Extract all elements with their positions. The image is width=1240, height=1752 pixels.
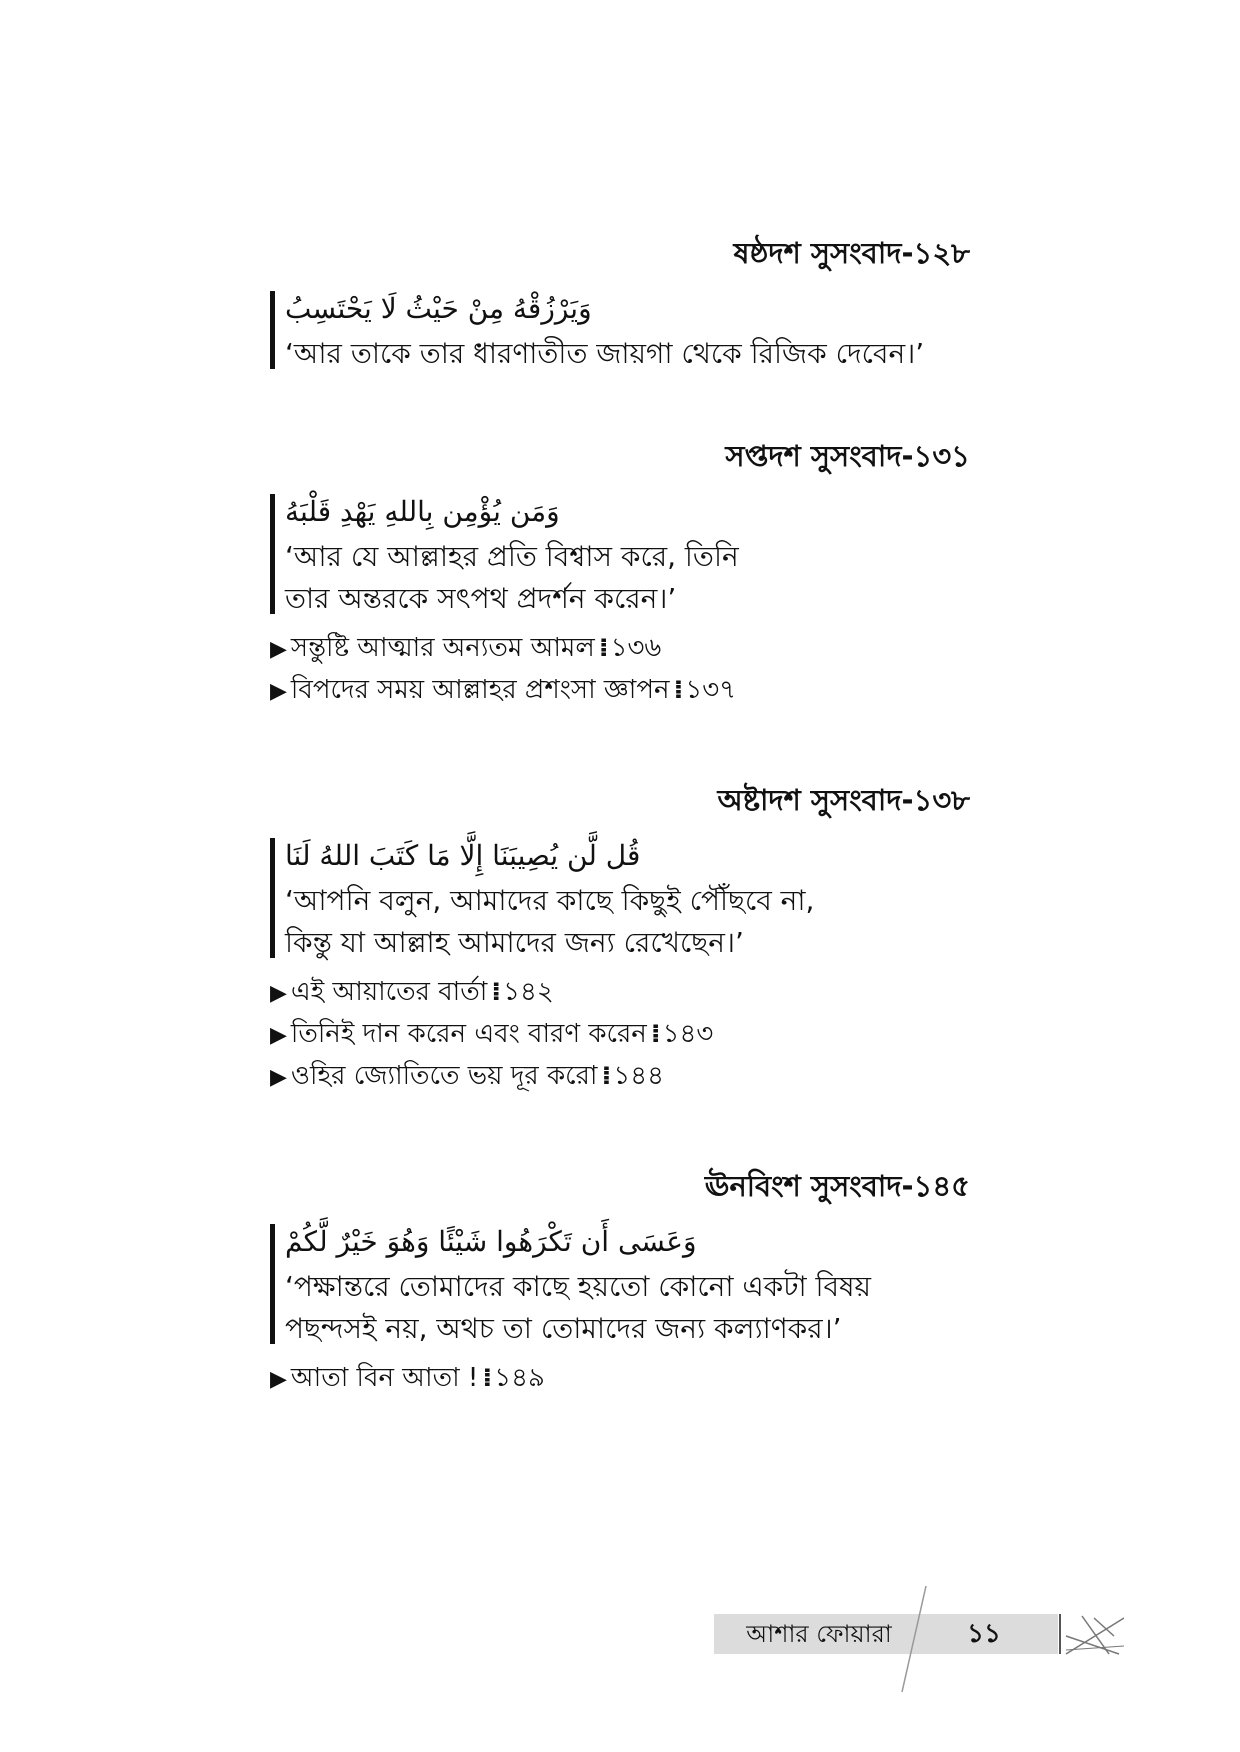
play-triangle-icon: ▶ xyxy=(270,637,287,662)
quote-block xyxy=(270,1218,970,1350)
dotted-separator-icon: ⁞ xyxy=(482,1363,491,1393)
decorative-lines-icon xyxy=(714,1574,1124,1694)
play-triangle-icon: ▶ xyxy=(270,1023,287,1048)
play-triangle-icon: ▶ xyxy=(270,1065,287,1090)
toc-page: ১৩৬ xyxy=(610,633,662,663)
translation-line: ‘পক্ষান্তরে তোমাদের কাছে হয়তো কোনো একটা বিষয় xyxy=(285,1270,872,1303)
translation-line: ‘আর তাকে তার ধারণাতীত জায়গা থেকে রিজিক দেবেন।’ xyxy=(285,337,925,370)
arabic-verse: وَيَرْزُقْهُ مِنْ حَيْثُ لَا يَحْتَسِبُ xyxy=(285,292,592,325)
toc-page: ১৪৪ xyxy=(613,1061,664,1091)
quote-bar xyxy=(270,838,275,958)
play-triangle-icon: ▶ xyxy=(270,1367,287,1392)
section-16 xyxy=(270,233,970,375)
dotted-separator-icon: ⁞ xyxy=(601,1061,610,1091)
toc-page: ১৪২ xyxy=(503,977,554,1007)
section-title: ষষ্ঠদশ সুসংবাদ-১২৮ xyxy=(733,236,970,270)
toc-page: ১৪৩ xyxy=(662,1019,714,1049)
section-title: ঊনবিংশ সুসংবাদ-১৪৫ xyxy=(704,1169,970,1203)
arabic-verse: وَمَن يُؤْمِن بِاللهِ يَهْدِ قَلْبَهُ xyxy=(285,495,560,528)
toc-list xyxy=(270,1358,970,1400)
toc-list xyxy=(270,628,970,712)
dotted-separator-icon: ⁞ xyxy=(673,675,682,705)
translation-line: পছন্দসই নয়, অথচ তা তোমাদের জন্য কল্যাণকর।’ xyxy=(285,1312,842,1345)
section-17 xyxy=(270,436,970,712)
section-19 xyxy=(270,1166,970,1400)
quote-bar xyxy=(270,1224,275,1344)
toc-entry[interactable]: ▶ বিপদের সময় আল্লাহর প্রশংসা জ্ঞাপন ⁞ ১৩৭ xyxy=(270,675,737,705)
quote-bar xyxy=(270,291,275,369)
toc-entry[interactable]: ▶ সন্তুষ্টি আত্মার অন্যতম আমল ⁞ ১৩৬ xyxy=(270,633,662,663)
arabic-verse: وَعَسَى أَن تَكْرَهُوا شَيْئًا وَهُوَ خَيْرٌ لَّكُمْ xyxy=(285,1225,697,1258)
section-18 xyxy=(270,780,970,1098)
toc-entry[interactable]: ▶ এই আয়াতের বার্তা ⁞ ১৪২ xyxy=(270,977,554,1007)
translation-line: ‘আপনি বলুন, আমাদের কাছে কিছুই পৌঁছবে না, xyxy=(285,884,815,917)
toc-page: ১৩৭ xyxy=(685,675,737,705)
quote-block xyxy=(270,488,970,620)
page-number: ১১ xyxy=(967,1619,1001,1649)
toc-entry[interactable]: ▶ তিনিই দান করেন এবং বারণ করেন ⁞ ১৪৩ xyxy=(270,1019,714,1049)
dotted-separator-icon: ⁞ xyxy=(598,633,607,663)
dotted-separator-icon: ⁞ xyxy=(650,1019,659,1049)
section-title: সপ্তদশ সুসংবাদ-১৩১ xyxy=(725,439,970,473)
arabic-verse: قُل لَّن يُصِيبَنَا إِلَّا مَا كَتَبَ اللهُ لَنَا xyxy=(285,839,641,872)
section-title: অষ্টাদশ সুসংবাদ-১৩৮ xyxy=(717,783,970,817)
book-title: আশার ফোয়ারা xyxy=(746,1620,892,1648)
toc-entry[interactable]: ▶ ওহির জ্যোতিতে ভয় দূর করো ⁞ ১৪৪ xyxy=(270,1061,664,1091)
play-triangle-icon: ▶ xyxy=(270,679,287,704)
translation-line: কিন্তু যা আল্লাহ আমাদের জন্য রেখেছেন।’ xyxy=(285,926,744,959)
page-footer xyxy=(714,1614,1124,1654)
quote-block xyxy=(270,285,970,375)
toc-page: ১৪৯ xyxy=(494,1363,545,1393)
toc-list xyxy=(270,972,970,1098)
quote-block xyxy=(270,832,970,964)
play-triangle-icon: ▶ xyxy=(270,981,287,1006)
dotted-separator-icon: ⁞ xyxy=(491,977,500,1007)
toc-entry[interactable]: ▶ আতা বিন আতা ! ⁞ ১৪৯ xyxy=(270,1363,545,1393)
quote-bar xyxy=(270,494,275,614)
translation-line: ‘আর যে আল্লাহর প্রতি বিশ্বাস করে, তিনি xyxy=(285,540,739,573)
translation-line: তার অন্তরকে সৎপথ প্রদর্শন করেন।’ xyxy=(285,582,677,615)
